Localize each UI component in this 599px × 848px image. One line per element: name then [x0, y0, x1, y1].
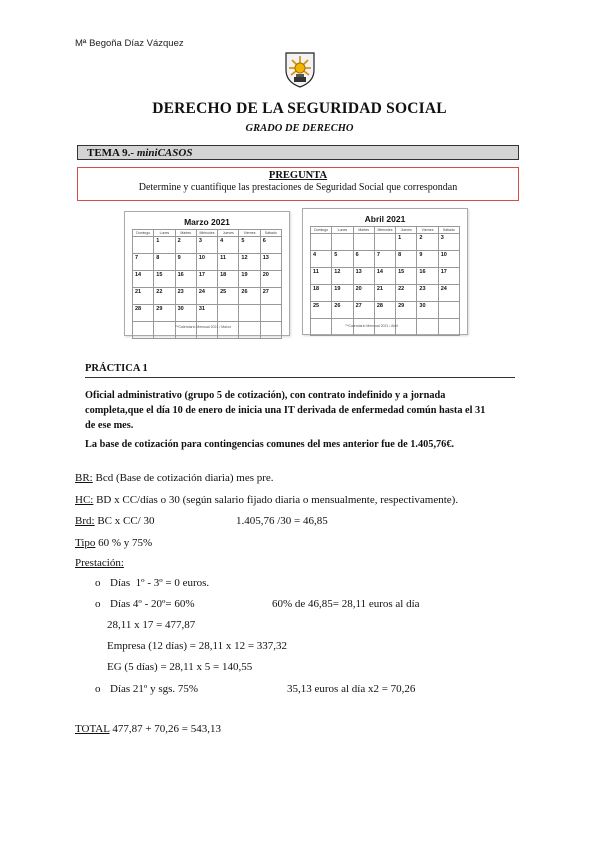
total-text: 477,87 + 70,26 = 543,13: [109, 723, 221, 735]
calendar-title: Abril 2021: [364, 214, 406, 224]
pregunta-heading: PREGUNTA: [268, 170, 328, 181]
enunciado-line: Oficial administrativo (grupo 5 de cotización), con contrato indefinido y a jornada: [85, 390, 446, 401]
calc-line: Empresa (12 días) = 28,11 x 12 = 337,32: [107, 640, 288, 652]
calendar-grid: [310, 226, 460, 336]
day-header: Lunes: [332, 227, 353, 234]
day-cell: [154, 322, 175, 339]
day-cell: 25: [218, 288, 239, 305]
day-cell: 24: [438, 285, 459, 302]
day-cell: 29: [396, 302, 417, 319]
bullet-icon: o: [95, 577, 101, 589]
day-cell: 8: [396, 251, 417, 268]
tema-name: miniCASOS: [136, 147, 193, 159]
day-cell: 3: [196, 237, 217, 254]
day-cell: 26: [239, 288, 260, 305]
day-cell: 14: [374, 268, 395, 285]
tema-bar: [77, 145, 519, 160]
day-cell: 8: [154, 254, 175, 271]
brd-text: BC x CC/ 30: [94, 515, 155, 527]
day-header: Sábado: [260, 230, 281, 237]
day-cell: 11: [218, 254, 239, 271]
day-cell: 12: [332, 268, 353, 285]
day-cell: 12: [239, 254, 260, 271]
day-cell: 13: [353, 268, 374, 285]
day-cell: 10: [438, 251, 459, 268]
calendar-grid: [132, 229, 282, 339]
bullet-icon: o: [95, 598, 101, 610]
day-cell: 16: [417, 268, 438, 285]
brd-line: [75, 515, 154, 527]
tipo-line: [75, 537, 152, 549]
section-divider: [85, 377, 515, 378]
day-cell: 20: [260, 271, 281, 288]
enunciado-line: completa,que el día 10 de enero de inicia una IT derivada de enfermedad común hasta el 31: [85, 405, 486, 416]
calendar-footer: ™Calendario Mensual 2021 / Marzo: [175, 325, 232, 329]
day-cell: 28: [374, 302, 395, 319]
day-cell: 7: [374, 251, 395, 268]
day-cell: [417, 319, 438, 336]
br-label: BR:: [75, 472, 93, 484]
day-cell: 26: [332, 302, 353, 319]
calendar-title: Marzo 2021: [184, 217, 230, 227]
prestacion-item: [95, 577, 210, 589]
day-cell: 30: [175, 305, 196, 322]
day-cell: 31: [196, 305, 217, 322]
day-cell: 30: [417, 302, 438, 319]
day-cell: [239, 305, 260, 322]
day-cell: 24: [196, 288, 217, 305]
day-cell: 1: [154, 237, 175, 254]
day-cell: 20: [353, 285, 374, 302]
day-cell: [374, 234, 395, 251]
calc-line: EG (5 días) = 28,11 x 5 = 140,55: [107, 661, 253, 673]
day-header: Martes: [175, 230, 196, 237]
university-crest-icon: [283, 50, 317, 88]
br-text: Bcd (Base de cotización diaria) mes pre.: [92, 472, 274, 484]
brd-label: Brd:: [75, 515, 95, 527]
day-cell: 15: [154, 271, 175, 288]
day-cell: 2: [417, 234, 438, 251]
calc-line: 28,11 x 17 = 477,87: [107, 619, 196, 631]
prestacion-item: [95, 683, 199, 695]
day-cell: 6: [353, 251, 374, 268]
day-cell: 4: [311, 251, 332, 268]
calendar-march: [124, 211, 290, 336]
day-cell: 2: [175, 237, 196, 254]
day-cell: [133, 237, 154, 254]
day-cell: 7: [133, 254, 154, 271]
calendar-footer: ™Calendario Mensual 2021 / Abril: [345, 324, 399, 328]
item-text: Días 4º - 20º= 60%: [110, 598, 195, 610]
day-cell: [438, 319, 459, 336]
day-cell: [260, 322, 281, 339]
day-cell: 29: [154, 305, 175, 322]
day-cell: 18: [311, 285, 332, 302]
item-text: Días 21º y sgs. 75%: [110, 683, 199, 695]
day-header: Viernes: [417, 227, 438, 234]
day-cell: 19: [239, 271, 260, 288]
item-text: Días 1º - 3º = 0 euros.: [110, 577, 210, 589]
day-cell: [260, 305, 281, 322]
day-cell: 21: [374, 285, 395, 302]
day-cell: 5: [239, 237, 260, 254]
document-subtitle: GRADO DE DERECHO: [245, 123, 354, 134]
day-cell: 27: [260, 288, 281, 305]
day-cell: 9: [417, 251, 438, 268]
day-cell: [133, 322, 154, 339]
day-header: Jueves: [396, 227, 417, 234]
tipo-label: Tipo: [75, 537, 96, 549]
day-cell: [311, 319, 332, 336]
day-header: Sábado: [438, 227, 459, 234]
total-label: TOTAL: [75, 723, 110, 735]
day-cell: [332, 234, 353, 251]
day-header: Viernes: [239, 230, 260, 237]
day-cell: [396, 319, 417, 336]
day-cell: 11: [311, 268, 332, 285]
day-cell: 21: [133, 288, 154, 305]
practica-enunciado: [85, 388, 518, 433]
day-cell: [218, 305, 239, 322]
item3-calc: 35,13 euros al día x2 = 70,26: [287, 683, 416, 695]
brd-calc: 1.405,76 /30 = 46,85: [236, 515, 328, 527]
base-cotizacion: La base de cotización para contingencias comunes del mes anterior fue de 1.405,76€.: [85, 439, 455, 450]
day-cell: 25: [311, 302, 332, 319]
day-cell: 3: [438, 234, 459, 251]
day-cell: 4: [218, 237, 239, 254]
day-header: Jueves: [218, 230, 239, 237]
day-cell: [353, 234, 374, 251]
document-title: DERECHO DE LA SEGURIDAD SOCIAL: [152, 100, 447, 117]
day-header: Domingo: [311, 227, 332, 234]
day-cell: 27: [353, 302, 374, 319]
enunciado-line: de ese mes.: [85, 420, 134, 431]
day-cell: 5: [332, 251, 353, 268]
br-line: [75, 472, 274, 484]
hc-label: HC:: [75, 494, 94, 506]
day-cell: 16: [175, 271, 196, 288]
day-cell: 23: [417, 285, 438, 302]
prestacion-label: Prestación:: [75, 557, 124, 569]
item2-calc: 60% de 46,85= 28,11 euros al día: [272, 598, 420, 610]
total-line: [75, 723, 221, 735]
day-cell: 9: [175, 254, 196, 271]
day-cell: 18: [218, 271, 239, 288]
day-header: Lunes: [154, 230, 175, 237]
day-cell: 17: [438, 268, 459, 285]
hc-text: BD x CC/días o 30 (según salario fijado diaria o mensualmente, respectivamente).: [93, 494, 459, 506]
day-cell: [438, 302, 459, 319]
day-cell: [311, 234, 332, 251]
day-cell: 1: [396, 234, 417, 251]
day-header: Domingo: [133, 230, 154, 237]
author-name: Mª Begoña Díaz Vázquez: [75, 38, 184, 49]
day-cell: 6: [260, 237, 281, 254]
prestacion-item: [95, 598, 195, 610]
day-cell: 22: [154, 288, 175, 305]
calendar-april: [302, 208, 468, 335]
day-header: Miércoles: [196, 230, 217, 237]
bullet-icon: o: [95, 683, 101, 695]
pregunta-text: Determine y cuantifique las prestaciones de Seguridad Social que correspondan: [138, 182, 458, 193]
day-cell: 17: [196, 271, 217, 288]
day-header: Miércoles: [374, 227, 395, 234]
day-cell: 14: [133, 271, 154, 288]
day-cell: 23: [175, 288, 196, 305]
practica-heading: PRÁCTICA 1: [85, 363, 148, 374]
tema-prefix: TEMA 9.-: [87, 147, 137, 159]
day-cell: 28: [133, 305, 154, 322]
day-cell: 22: [396, 285, 417, 302]
day-cell: 13: [260, 254, 281, 271]
day-cell: [239, 322, 260, 339]
tipo-text: 60 % y 75%: [95, 537, 153, 549]
day-cell: 10: [196, 254, 217, 271]
day-cell: 15: [396, 268, 417, 285]
day-cell: 19: [332, 285, 353, 302]
pregunta-box: [77, 167, 519, 201]
day-header: Martes: [353, 227, 374, 234]
hc-line: [75, 494, 458, 506]
